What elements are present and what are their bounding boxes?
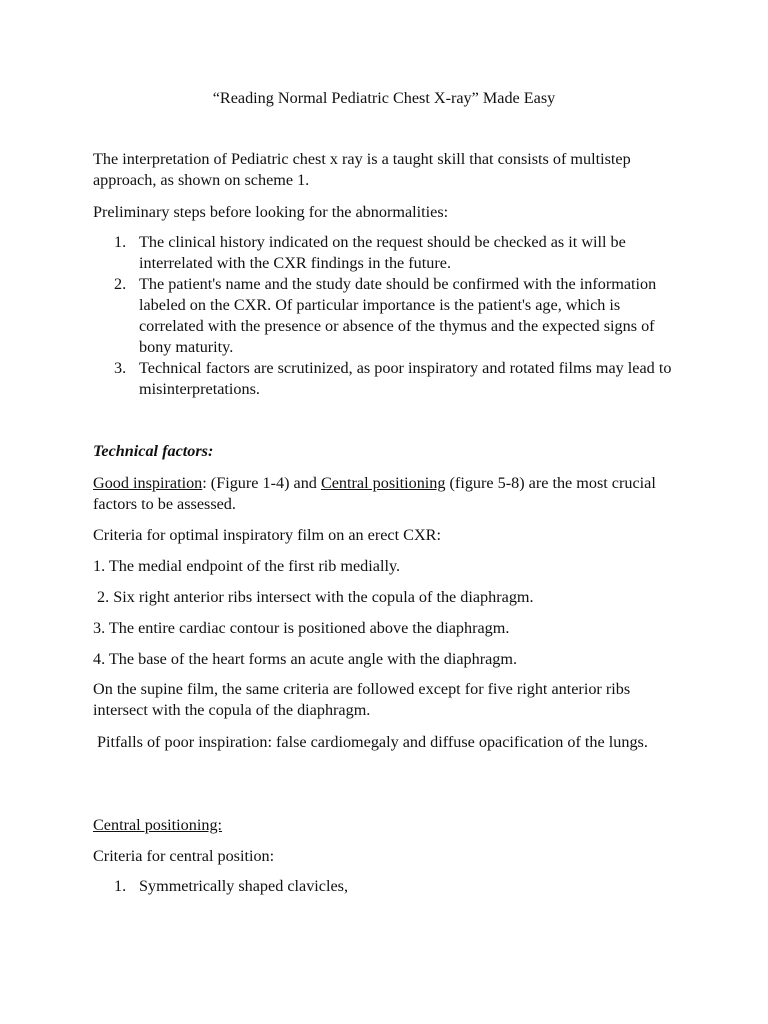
list-number: 1. [114, 877, 127, 895]
criteria-item: 3. The entire cardiac contour is positioned above the diaphragm. [93, 619, 510, 637]
list-number: 1. [114, 233, 127, 251]
preliminary-steps-list [93, 232, 683, 400]
list-item [93, 274, 683, 358]
document-title: “Reading Normal Pediatric Chest X-ray” Made Easy [212, 89, 556, 107]
criteria-item: 2. Six right anterior ribs intersect with the copula of the diaphragm. [93, 588, 534, 606]
list-item-text: The patient's name and the study date should be confirmed with the information labeled on the CXR. Of particular importance is the patient's age, which is correlated with the presence or absence of the thymus and the expected signs of bony maturity. [139, 275, 657, 356]
criteria-central-heading: Criteria for central position: [93, 847, 275, 865]
central-criteria-list [93, 876, 683, 897]
good-inspiration-tail: (figure 5-8) are the most crucial factors to be assessed. [93, 474, 656, 513]
list-item [93, 232, 683, 274]
supine-paragraph: On the supine film, the same criteria are followed except for five right anterior ribs intersect with the copula of the diaphragm. [93, 680, 631, 719]
list-item-text: Symmetrically shaped clavicles, [139, 877, 349, 895]
technical-factors-heading: Technical factors: [93, 442, 214, 460]
criteria-inspiratory-heading: Criteria for optimal inspiratory film on an erect CXR: [93, 526, 441, 544]
list-item-text: The clinical history indicated on the request should be checked as it will be interrelated with the CXR findings in the future. [139, 233, 626, 272]
criteria-item: 4. The base of the heart forms an acute angle with the diaphragm. [93, 650, 518, 668]
preliminary-heading: Preliminary steps before looking for the abnormalities: [93, 203, 449, 221]
central-positioning-heading: Central positioning: [93, 816, 223, 834]
good-inspiration-mid: : (Figure 1-4) and [202, 474, 321, 492]
list-item [93, 358, 683, 400]
pitfalls-paragraph: Pitfalls of poor inspiration: false cardiomegaly and diffuse opacification of the lungs. [93, 733, 648, 751]
central-positioning-term: Central positioning [320, 474, 446, 492]
good-inspiration-term: Good inspiration [93, 474, 203, 492]
list-number: 2. [114, 275, 127, 293]
list-item-text: Technical factors are scrutinized, as poor inspiratory and rotated films may lead to misinterpretations. [139, 359, 672, 398]
list-number: 3. [114, 359, 127, 377]
criteria-item: 1. The medial endpoint of the first rib medially. [93, 557, 401, 575]
good-inspiration-paragraph [93, 473, 683, 515]
list-item [93, 876, 683, 897]
intro-paragraph: The interpretation of Pediatric chest x ray is a taught skill that consists of multistep approach, as shown on scheme 1. [93, 150, 631, 189]
